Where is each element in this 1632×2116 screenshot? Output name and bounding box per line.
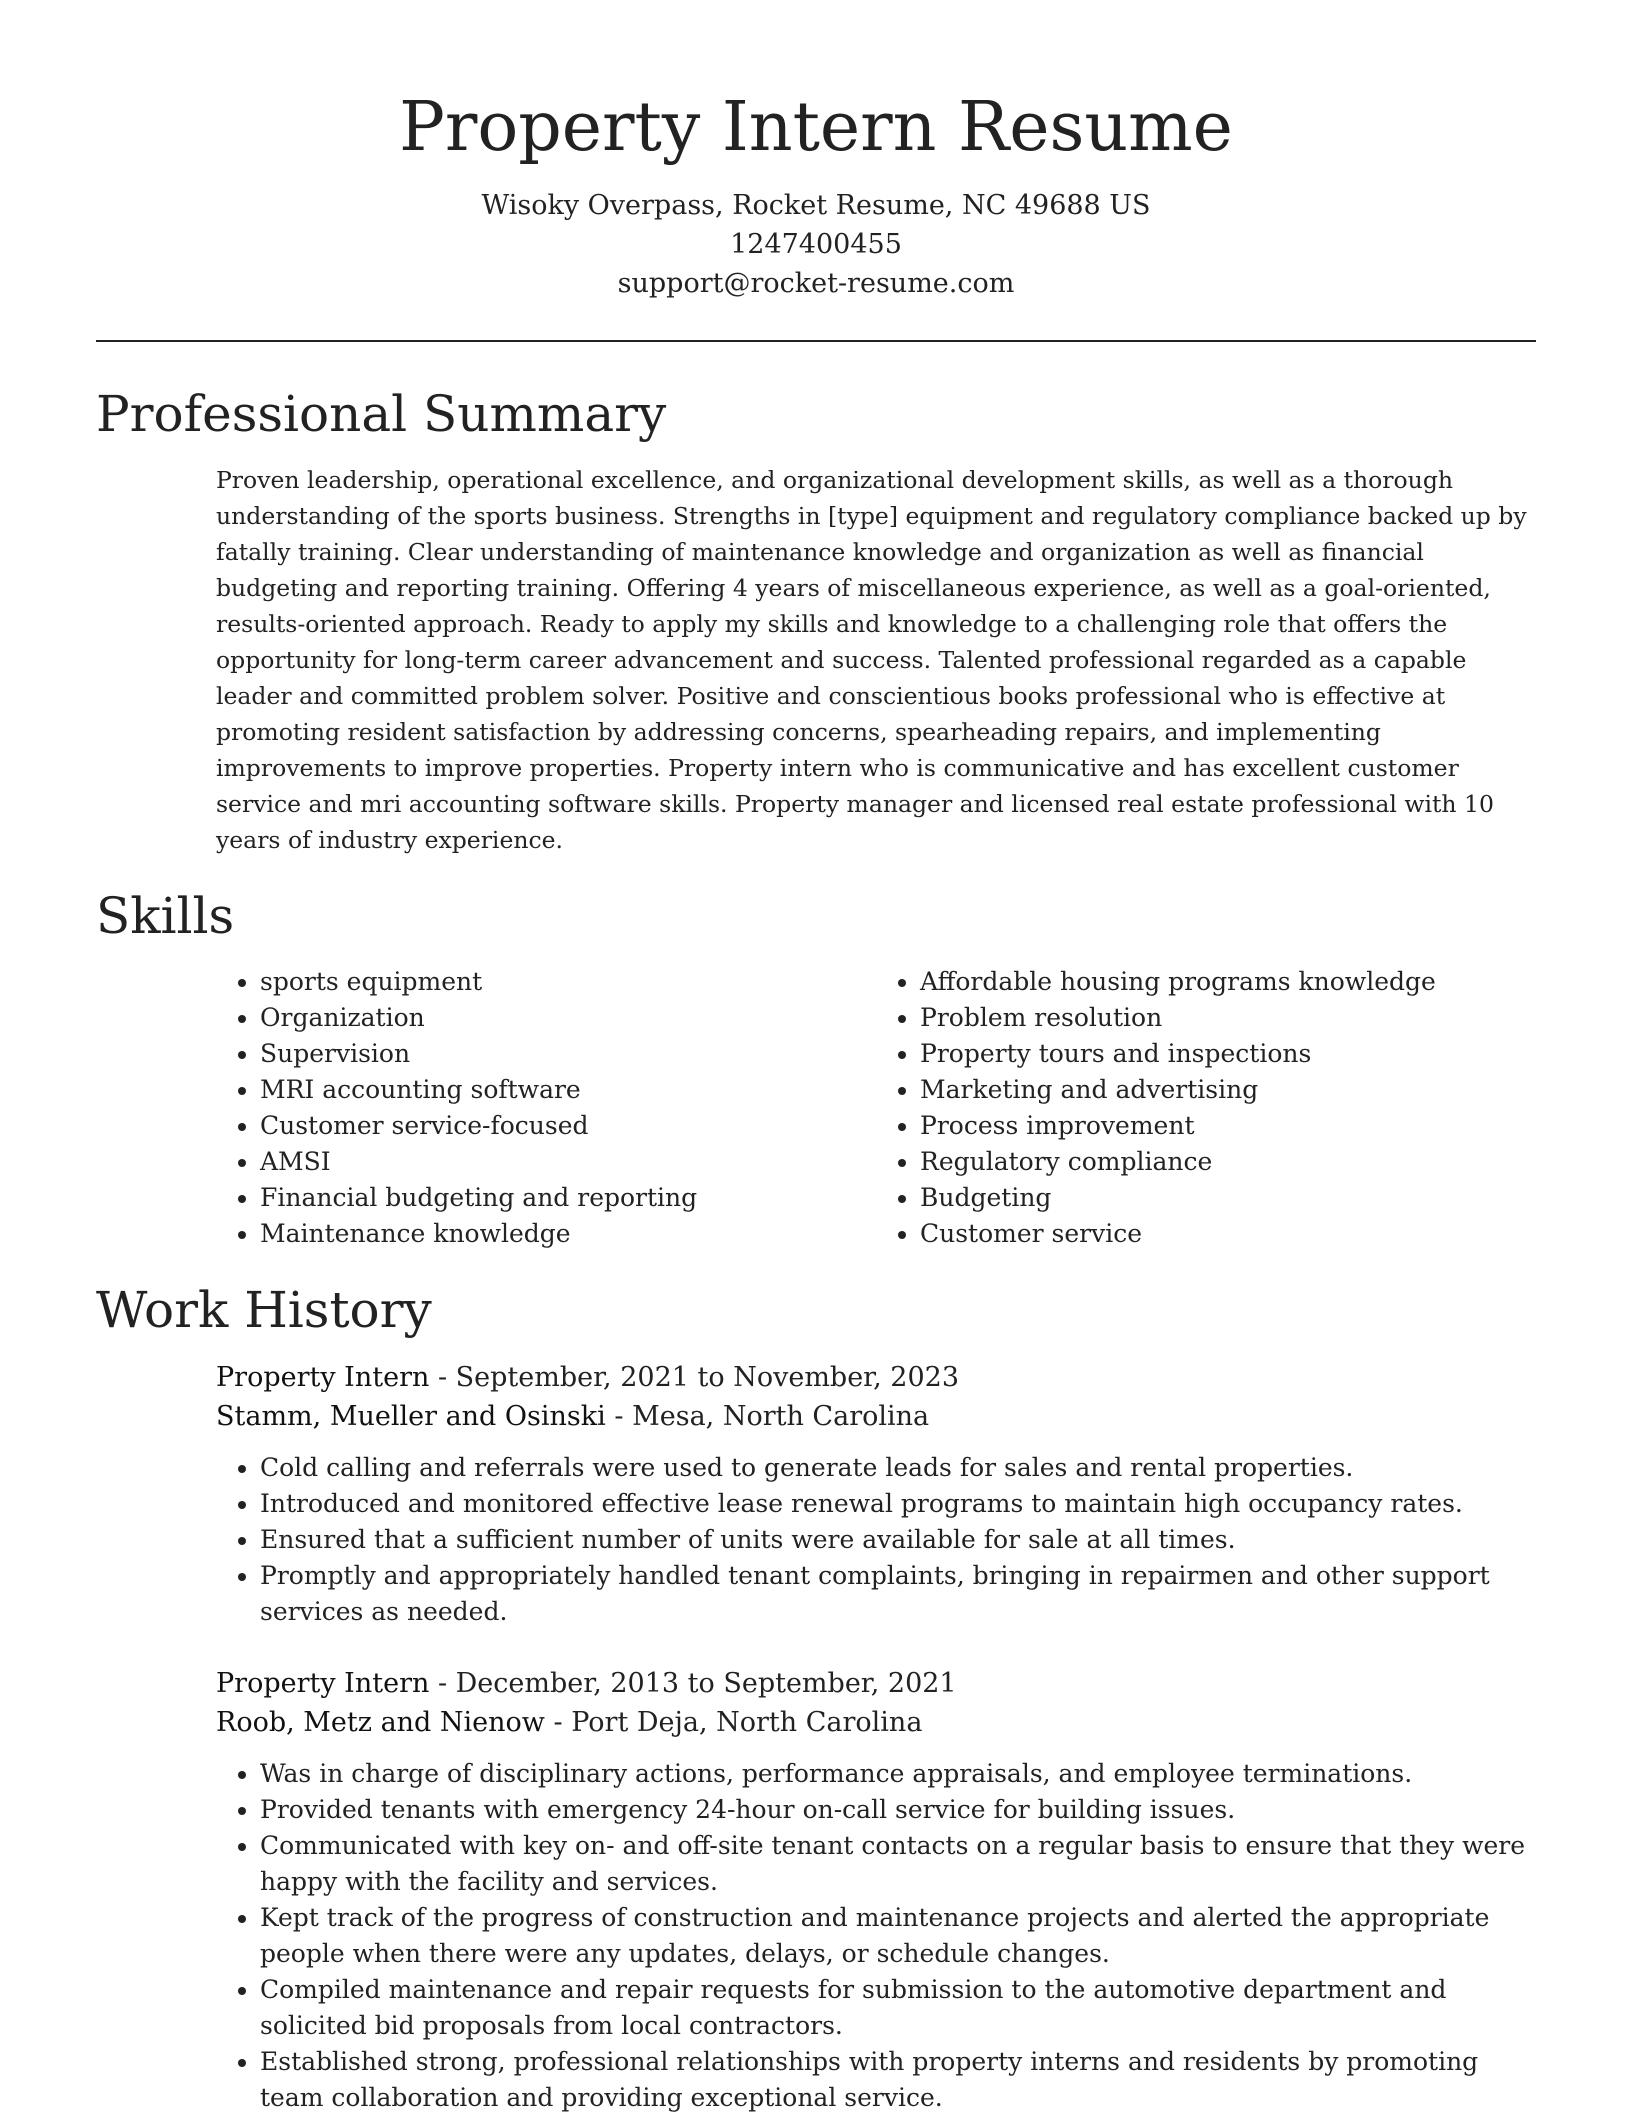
resume-title: Property Intern Resume [399,88,1233,167]
skill-item: • Customer service [920,1216,1536,1252]
job-bullet: • Established strong, professional relationships with property interns and residents by promoting team collaboration and providing exceptional service. [260,2044,1536,2116]
skill-item: • Affordable housing programs knowledge [920,964,1536,1000]
skill-item: • MRI accounting software [260,1072,876,1108]
contact-phone: 1247400455 [730,229,902,260]
job-bullet: • Communicated with key on- and off-site tenant contacts on a regular basis to ensure that they were happy with the facility and services. [260,1828,1536,1900]
job-title-line [216,1664,1536,1703]
job-company: Roob, Metz and Nienow [216,1707,545,1738]
skill-item: • Financial budgeting and reporting [260,1180,876,1216]
job-company-line [216,1703,1536,1742]
skill-item: • Budgeting [920,1180,1536,1216]
summary-heading: Professional Summary [96,385,667,443]
skill-item: • Customer service-focused [260,1108,876,1144]
skills-heading: Skills [96,887,235,945]
job-location: - Mesa, North Carolina [605,1401,930,1432]
header-divider [96,340,1536,342]
resume-header [0,0,1632,303]
job-title: Property Intern [216,1362,430,1393]
summary-text: Proven leadership, operational excellence, and organizational development skills, as well as a thorough understanding of the sports business. Strengths in [type] equipment and regulatory compliance backed up by fatally training. Clear understanding of maintenance knowledge and organization as well as financial budgeting and reporting training. Offering 4 years of miscellaneous experience, as well as a goal-oriented, results-oriented approach. Ready to apply my skills and knowledge to a challenging role that offers the opportunity for long-term career advancement and success. Talented professional regarded as a capable leader and committed problem solver. Positive and conscientious books professional who is effective at promoting resident satisfaction by addressing concerns, spearheading repairs, and implementing improvements to improve properties. Property intern who is communicative and has excellent customer service and mri accounting software skills. Property manager and licensed real estate professional with 10 years of industry experience. [216,466,1527,854]
skill-item: • Maintenance knowledge [260,1216,876,1252]
job-bullet: • Provided tenants with emergency 24-hour on-call service for building issues. [260,1792,1536,1828]
job-bullets [216,1450,1536,1630]
skill-item: • Marketing and advertising [920,1072,1536,1108]
job-bullet: • Ensured that a sufficient number of units were available for sale at all times. [260,1522,1536,1558]
contact-block [0,186,1632,303]
skill-item: • Property tours and inspections [920,1036,1536,1072]
skill-item: • Problem resolution [920,1000,1536,1036]
contact-email: support@rocket-resume.com [617,268,1015,299]
job-bullet: • Introduced and monitored effective lease renewal programs to maintain high occupancy rates. [260,1486,1536,1522]
job-company: Stamm, Mueller and Osinski [216,1401,606,1432]
job-bullet: • Kept track of the progress of construction and maintenance projects and alerted the appropriate people when there were any updates, delays, or schedule changes. [260,1900,1536,1972]
skill-item: • sports equipment [260,964,876,1000]
job-bullet: • Promptly and appropriately handled tenant complaints, bringing in repairmen and other support services as needed. [260,1558,1536,1630]
skill-item: • Process improvement [920,1108,1536,1144]
contact-address: Wisoky Overpass, Rocket Resume, NC 49688 US [481,190,1151,221]
job-dates: - September, 2021 to November, 2023 [429,1362,959,1393]
job-dates: - December, 2013 to September, 2021 [429,1668,957,1699]
job-bullet: • Was in charge of disciplinary actions, performance appraisals, and employee terminations. [260,1756,1536,1792]
job-title: Property Intern [216,1668,430,1699]
skills-column-right [876,964,1536,1252]
skill-item: • Organization [260,1000,876,1036]
skills-list [216,964,1536,1252]
skills-column-left [216,964,876,1252]
job-bullet: • Compiled maintenance and repair requests for submission to the automotive department and solicited bid proposals from local contractors. [260,1972,1536,2044]
work-history-heading: Work History [96,1281,432,1339]
job-title-line [216,1358,1536,1397]
job-bullets [216,1756,1536,2116]
job-location: - Port Deja, North Carolina [544,1707,923,1738]
job-entry [216,1664,1536,2116]
job-company-line [216,1397,1536,1436]
job-entry [216,1358,1536,1630]
job-bullet: • Cold calling and referrals were used to generate leads for sales and rental properties. [260,1450,1536,1486]
skill-item: • Supervision [260,1036,876,1072]
skill-item: • Regulatory compliance [920,1144,1536,1180]
skill-item: • AMSI [260,1144,876,1180]
